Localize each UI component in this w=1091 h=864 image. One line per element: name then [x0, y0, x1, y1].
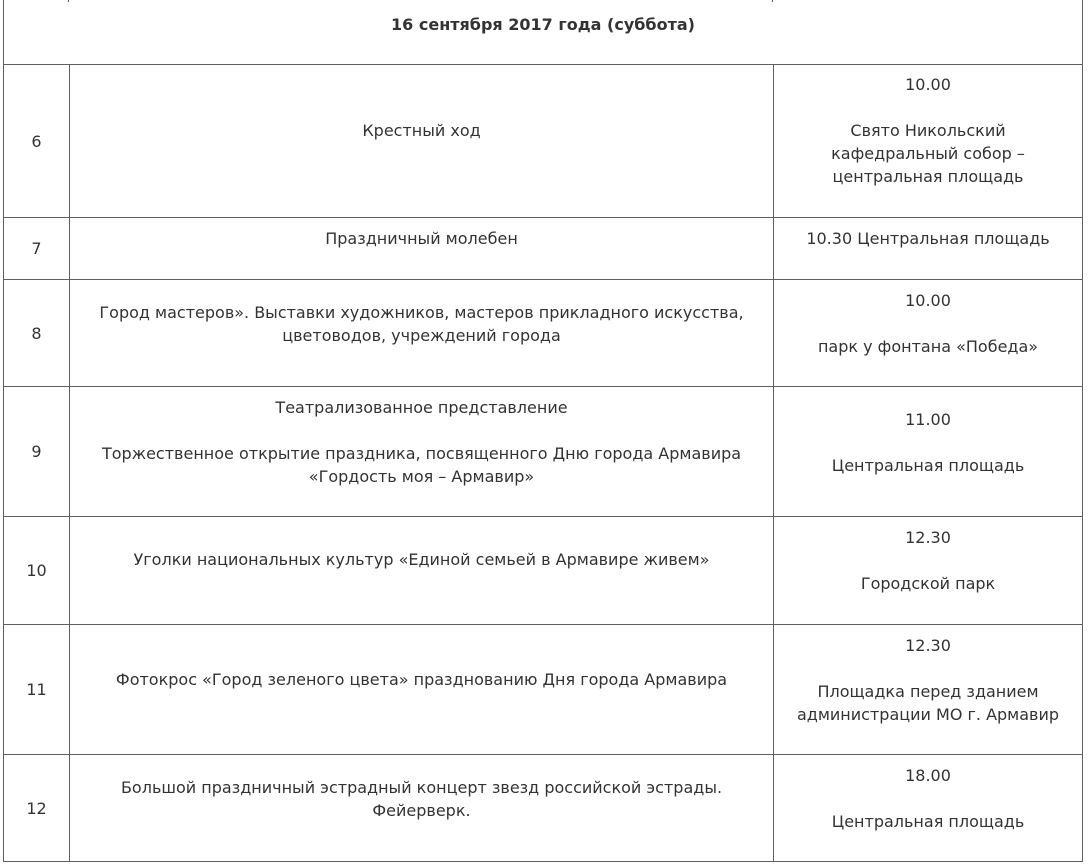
event-text: «Гордость моя – Армавир»	[308, 467, 535, 486]
row-number: 11	[4, 625, 70, 755]
row-number: 6	[4, 65, 70, 218]
time-text: 11.00	[905, 410, 951, 429]
time-place-cell	[774, 517, 1083, 625]
place-text: кафедральный собор –	[831, 144, 1025, 163]
event-text: цветоводов, учреждений города	[282, 326, 561, 345]
place-text: Городской парк	[860, 574, 996, 593]
event-text: Уголки национальных культур «Единой семьей в Армавире живем»	[133, 550, 710, 569]
row-number: 7	[4, 218, 70, 280]
time-place-cell	[774, 625, 1083, 755]
date-header	[4, 0, 1083, 65]
event-cell	[70, 280, 774, 387]
time-text: 12.30	[905, 528, 951, 547]
schedule-table	[3, 0, 1083, 862]
time-place-cell	[774, 387, 1083, 517]
event-cell	[70, 517, 774, 625]
table-row	[4, 625, 1083, 755]
time-text: 18.00	[905, 766, 951, 785]
event-cell	[70, 755, 774, 862]
place-text: Площадка перед зданием	[817, 682, 1039, 701]
place-text: Свято Никольский	[850, 121, 1006, 140]
row-number: 9	[4, 387, 70, 517]
time-place-cell	[774, 280, 1083, 387]
row-number: 10	[4, 517, 70, 625]
row-number: 12	[4, 755, 70, 862]
table-row	[4, 280, 1083, 387]
row-number: 8	[4, 280, 70, 387]
table-row	[4, 218, 1083, 280]
time-text: 10.00	[905, 75, 951, 94]
event-text: Театрализованное представление	[275, 398, 568, 417]
event-text: Фотокрос «Город зеленого цвета» празднованию Дня города Армавира	[115, 670, 728, 689]
table-row	[4, 65, 1083, 218]
place-text: центральная площадь	[832, 167, 1024, 186]
date-header-text: 16 сентября 2017 года (суббота)	[391, 15, 695, 34]
time-place-cell	[774, 755, 1083, 862]
table-row	[4, 387, 1083, 517]
event-text: Город мастеров». Выставки художников, мастеров прикладного искусства,	[99, 303, 744, 322]
event-cell	[70, 625, 774, 755]
time-place-cell	[774, 218, 1083, 280]
time-text: 10.00	[905, 291, 951, 310]
table-row	[4, 517, 1083, 625]
event-text: Торжественное открытие праздника, посвященного Дню города Армавира	[101, 444, 742, 463]
time-text: 12.30	[905, 636, 951, 655]
table-row	[4, 755, 1083, 862]
place-text: парк у фонтана «Победа»	[817, 337, 1039, 356]
event-text: Крестный ход	[362, 121, 481, 140]
event-text: Фейерверк.	[372, 801, 471, 820]
place-text: Центральная площадь	[831, 456, 1025, 475]
event-cell	[70, 218, 774, 280]
event-text: Праздничный молебен	[325, 229, 518, 248]
place-text: Центральная площадь	[831, 812, 1025, 831]
event-cell	[70, 65, 774, 218]
time-place-text: 10.30 Центральная площадь	[806, 229, 1050, 248]
time-place-cell	[774, 65, 1083, 218]
place-text: администрации МО г. Армавир	[796, 705, 1060, 724]
event-text: Большой праздничный эстрадный концерт звезд российской эстрады.	[120, 778, 723, 797]
event-cell	[70, 387, 774, 517]
date-header-row	[4, 0, 1083, 65]
